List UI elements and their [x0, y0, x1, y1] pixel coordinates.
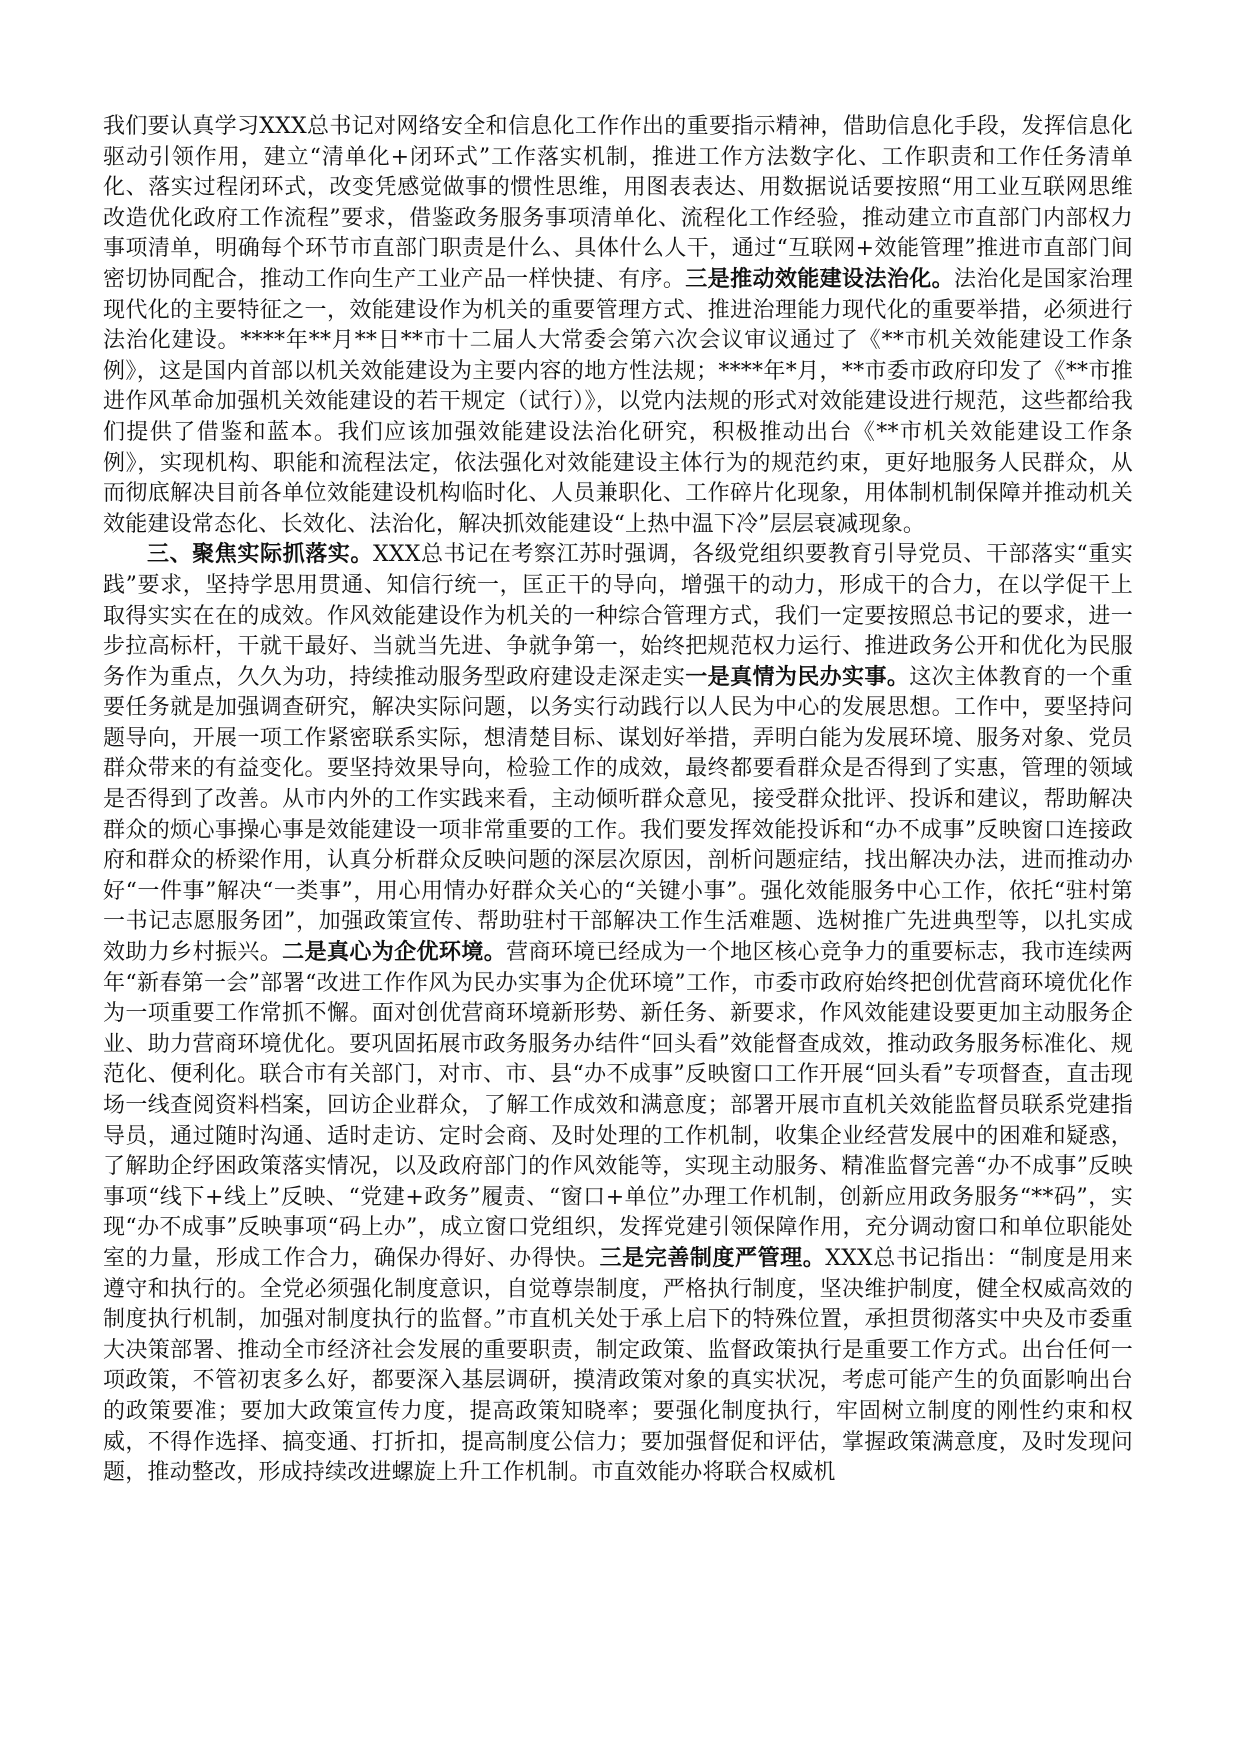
paragraph-1	[103, 112, 1133, 540]
paragraph-2-text-b: XXX总书记在考察江苏时强调，各级党组织要教育引导党员、干部落实“重实践”要求，坚持学思用贯通、知信行统一，匡正干的导向，增强干的动力，形成干的合力，在以学促干上取得实实在在的成效。作风效能建设作为机关的一种综合管理方式，我们一定要按照总书记的要求，进一步拉高标杆，干就干最好、当就当先进、争就争第一，始终把规范权力运行、推进政务公开和优化为民服务作为重点，久久为功，持续推动服务型政府建设走深走实	[103, 542, 1133, 690]
section-heading: 三、聚焦实际抓落实。	[147, 542, 373, 568]
paragraph-2-text-h: XXX总书记指出：“制度是用来遵守和执行的。全党必须强化制度意识，自觉尊崇制度，严格执行制度，坚决维护制度，健全权威高效的制度执行机制，加强对制度执行的监督。”市直机关处于承上启下的特殊位置，承担贯彻落实中央及市委重大决策部署、推动全市经济社会发展的重要职责，制定政策、监督政策执行是重要工作方式。出台任何一项政策，不管初衷多么好，都要深入基层调研，摸清政策对象的真实状况，考虑可能产生的负面影响出台的政策要准；要加大政策宣传力度，提高政策知晓率；要强化制度执行，牢固树立制度的刚性约束和权威，不得作选择、搞变通、打折扣，提高制度公信力；要加强督促和评估，掌握政策满意度，及时发现问题，推动整改，形成持续改进螺旋上升工作机制。市直效能办将联合权威机	[103, 1245, 1133, 1486]
subheading-2: 二是真心为企优环境。	[282, 940, 507, 966]
paragraph-1-text-a: 我们要认真学习XXX总书记对网络安全和信息化工作作出的重要指示精神，借助信息化手段，发挥信息化驱动引领作用，建立“清单化+闭环式”工作落实机制，推进工作方法数字化、工作职责和工作任务清单化、落实过程闭环式，改变凭感觉做事的惯性思维，用图表表达、用数据说话要按照“用工业互联网思维改造优化政府工作流程”要求，借鉴政务服务事项清单化、流程化工作经验，推动建立市直部门内部权力事项清单，明确每个环节市直部门职责是什么、具体什么人干，通过“互联网+效能管理”推进市直部门间密切协同配合，推动工作向生产工业产品一样快捷、有序。	[103, 114, 1133, 292]
paragraph-2-text-f: 营商环境已经成为一个地区核心竞争力的重要标志，我市连续两年“新春第一会”部署“改进工作作风为民办实事为企优环境”工作，市委市政府始终把创优营商环境优化作为一项重要工作常抓不懈。面对创优营商环境新形势、新任务、新要求，作风效能建设要更加主动服务企业、助力营商环境优化。要巩固拓展市政务服务办结件“回头看”效能督查成效，推动政务服务标准化、规范化、便利化。联合市有关部门，对市、市、县“办不成事”反映窗口工作开展“回头看”专项督查，直击现场一线查阅资料档案，回访企业群众，了解工作成效和满意度；部署开展市直机关效能监督员联系党建指导员，通过随时沟通、适时走访、定时会商、及时处理的工作机制，收集企业经营发展中的困难和疑惑，了解助企纾困政策落实情况，以及政府部门的作风效能等，实现主动服务、精准监督完善“办不成事”反映事项“线下+线上”反映、“党建+政务”履责、“窗口+单位”办理工作机制，创新应用政务服务“**码”，实现“办不成事”反映事项“码上办”，成立窗口党组织，发挥党建引领保障作用，充分调动窗口和单位职能处室的力量，形成工作合力，确保办得好、办得快。	[103, 940, 1133, 1271]
paragraph-2	[103, 540, 1133, 1488]
subheading-3: 三是完善制度严管理。	[599, 1245, 826, 1271]
document-page	[103, 112, 1133, 1489]
paragraph-1-heading: 三是推动效能建设法治化。	[685, 266, 955, 292]
paragraph-2-text-d: 这次主体教育的一个重要任务就是加强调查研究，解决实际问题，以务实行动践行以人民为中心的发展思想。工作中，要坚持问题导向，开展一项工作紧密联系实际，想清楚目标、谋划好举措，弄明白能为发展环境、服务对象、党员群众带来的有益变化。要坚持效果导向，检验工作的成效，最终都要看群众是否得到了实惠，管理的领域是否得到了改善。从市内外的工作实践来看，主动倾听群众意见，接受群众批评、投诉和建议，帮助解决群众的烦心事操心事是效能建设一项非常重要的工作。我们要发挥效能投诉和“办不成事”反映窗口连接政府和群众的桥梁作用，认真分析群众反映问题的深层次原因，剖析问题症结，找出解决办法，进而推动办好“一件事”解决“一类事”，用心用情办好群众关心的“关键小事”。强化效能服务中心工作，依托“驻村第一书记志愿服务团”，加强政策宣传、帮助驻村干部解决工作生活难题、选树推广先进典型等，以扎实成效助力乡村振兴。	[103, 664, 1133, 966]
paragraph-1-text-c: 法治化是国家治理现代化的主要特征之一，效能建设作为机关的重要管理方式、推进治理能力现代化的重要举措，必须进行法治化建设。****年**月**日**市十二届人大常委会第六次会议审议通过了《**市机关效能建设工作条例》，这是国内首部以机关效能建设为主要内容的地方性法规；****年*月，**市委市政府印发了《**市推进作风革命加强机关效能建设的若干规定（试行）》，以党内法规的形式对效能建设进行规范，这些都给我们提供了借鉴和蓝本。我们应该加强效能建设法治化研究，积极推动出台《**市机关效能建设工作条例》，实现机构、职能和流程法定，依法强化对效能建设主体行为的规范约束，更好地服务人民群众，从而彻底解决目前各单位效能建设机构临时化、人员兼职化、工作碎片化现象，用体制机制保障并推动机关效能建设常态化、长效化、法治化，解决抓效能建设“上热中温下冷”层层衰减现象。	[103, 266, 1133, 537]
subheading-1: 一是真情为民办实事。	[685, 664, 910, 690]
